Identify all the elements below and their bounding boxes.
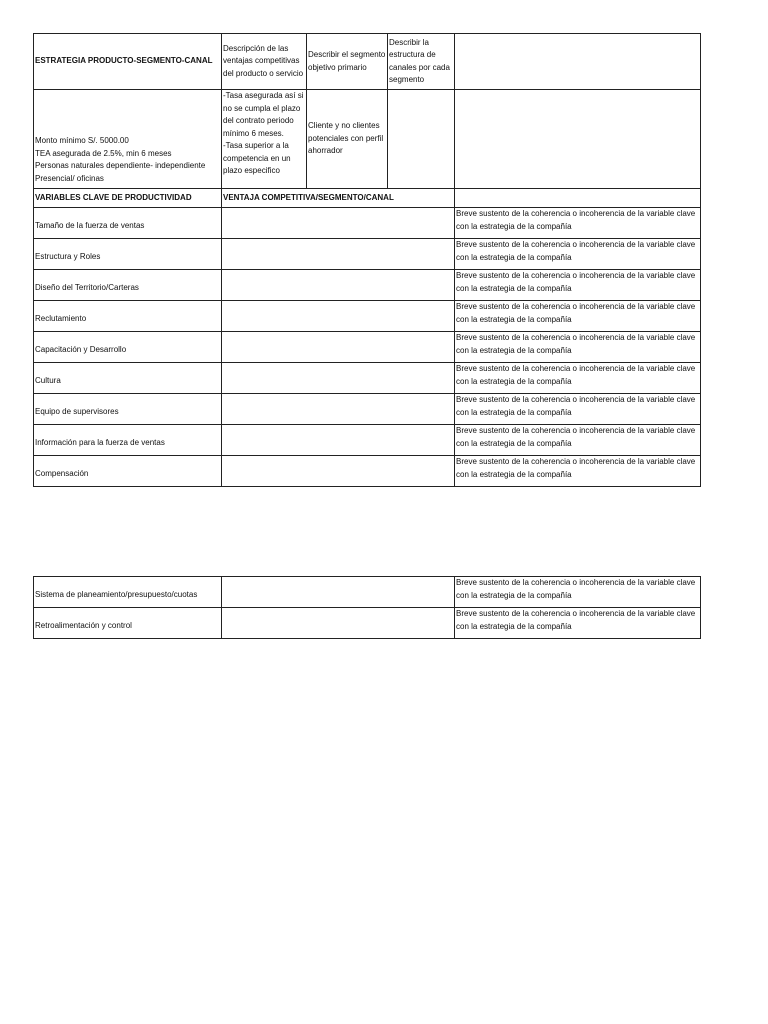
variable-name-cell[interactable]: Reclutamiento	[34, 301, 222, 332]
variable-note-cell[interactable]: Breve sustento de la coherencia o incoherencia de la variable clave con la estrategia de la compañía	[455, 363, 701, 394]
strategy-title-cell[interactable]: ESTRATEGIA PRODUCTO-SEGMENTO-CANAL	[34, 34, 222, 90]
table-row	[34, 301, 701, 332]
variable-advantage-cell[interactable]	[222, 425, 455, 456]
table-row	[34, 577, 701, 608]
variables-header-row	[34, 189, 701, 208]
channels-header-cell[interactable]: Describir la estructura de canales por cada segmento	[388, 34, 455, 90]
table-row	[34, 363, 701, 394]
variable-note-cell[interactable]: Breve sustento de la coherencia o incoherencia de la variable clave con la estrategia de la compañía	[455, 332, 701, 363]
variables-rows-continued	[34, 577, 701, 639]
advantages-header-cell[interactable]: Descripción de las ventajas competitivas del producto o servicio	[222, 34, 307, 90]
table-row	[34, 270, 701, 301]
variable-advantage-cell[interactable]	[222, 456, 455, 487]
variable-name-cell[interactable]: Información para la fuerza de ventas	[34, 425, 222, 456]
variable-name-cell[interactable]: Tamaño de la fuerza de ventas	[34, 208, 222, 239]
variable-advantage-cell[interactable]	[222, 332, 455, 363]
strategy-table-continued	[33, 576, 701, 639]
variable-name-cell[interactable]: Cultura	[34, 363, 222, 394]
variable-name-cell[interactable]: Estructura y Roles	[34, 239, 222, 270]
variable-note-cell[interactable]: Breve sustento de la coherencia o incoherencia de la variable clave con la estrategia de la compañía	[455, 208, 701, 239]
table-header-row	[34, 34, 701, 90]
product-advantages-cell[interactable]: -Tasa asegurada así si no se cumpla el plazo del contrato periodo mínimo 6 meses. -Tasa superior a la competencia en un plazo especifico	[222, 90, 307, 189]
variable-advantage-cell[interactable]	[222, 301, 455, 332]
product-extra-cell[interactable]	[455, 90, 701, 189]
product-segment-cell[interactable]: Cliente y no clientes potenciales con perfil ahorrador	[307, 90, 388, 189]
variables-rows	[34, 208, 701, 487]
product-details-cell[interactable]: Monto mínimo S/. 5000.00 TEA asegurada de 2.5%, min 6 meses Personas naturales dependiente- independiente Presencial/ oficinas	[34, 90, 222, 189]
variable-advantage-cell[interactable]	[222, 239, 455, 270]
table-row	[34, 394, 701, 425]
variable-name-cell[interactable]: Sistema de planeamiento/presupuesto/cuotas	[34, 577, 222, 608]
table-row	[34, 332, 701, 363]
variable-note-cell[interactable]: Breve sustento de la coherencia o incoherencia de la variable clave con la estrategia de la compañía	[455, 456, 701, 487]
variable-advantage-cell[interactable]	[222, 577, 455, 608]
variable-advantage-cell[interactable]	[222, 363, 455, 394]
variable-advantage-cell[interactable]	[222, 208, 455, 239]
variable-note-cell[interactable]: Breve sustento de la coherencia o incoherencia de la variable clave con la estrategia de la compañía	[455, 394, 701, 425]
variable-note-cell[interactable]: Breve sustento de la coherencia o incoherencia de la variable clave con la estrategia de la compañía	[455, 577, 701, 608]
product-channels-cell[interactable]	[388, 90, 455, 189]
variable-name-cell[interactable]: Capacitación y Desarrollo	[34, 332, 222, 363]
variable-note-cell[interactable]: Breve sustento de la coherencia o incoherencia de la variable clave con la estrategia de la compañía	[455, 608, 701, 639]
table-row	[34, 425, 701, 456]
variable-note-cell[interactable]: Breve sustento de la coherencia o incoherencia de la variable clave con la estrategia de la compañía	[455, 239, 701, 270]
advantage-header-cell[interactable]: VENTAJA COMPETITIVA/SEGMENTO/CANAL	[222, 189, 455, 208]
variable-note-cell[interactable]: Breve sustento de la coherencia o incoherencia de la variable clave con la estrategia de la compañía	[455, 425, 701, 456]
segment-header-cell[interactable]: Describir el segmento objetivo primario	[307, 34, 388, 90]
variable-name-cell[interactable]: Equipo de supervisores	[34, 394, 222, 425]
variable-advantage-cell[interactable]	[222, 608, 455, 639]
variable-name-cell[interactable]: Retroalimentación y control	[34, 608, 222, 639]
table-row	[34, 456, 701, 487]
strategy-table	[33, 33, 701, 487]
variable-name-cell[interactable]: Diseño del Territorio/Carteras	[34, 270, 222, 301]
table-row	[34, 608, 701, 639]
variable-note-cell[interactable]: Breve sustento de la coherencia o incoherencia de la variable clave con la estrategia de la compañía	[455, 301, 701, 332]
variables-header-cell[interactable]: VARIABLES CLAVE DE PRODUCTIVIDAD	[34, 189, 222, 208]
variable-name-cell[interactable]: Compensación	[34, 456, 222, 487]
variables-header-extra-cell[interactable]	[455, 189, 701, 208]
table-row	[34, 208, 701, 239]
empty-header-cell[interactable]	[455, 34, 701, 90]
product-row	[34, 90, 701, 189]
variable-advantage-cell[interactable]	[222, 270, 455, 301]
variable-advantage-cell[interactable]	[222, 394, 455, 425]
table-row	[34, 239, 701, 270]
variable-note-cell[interactable]: Breve sustento de la coherencia o incoherencia de la variable clave con la estrategia de la compañía	[455, 270, 701, 301]
